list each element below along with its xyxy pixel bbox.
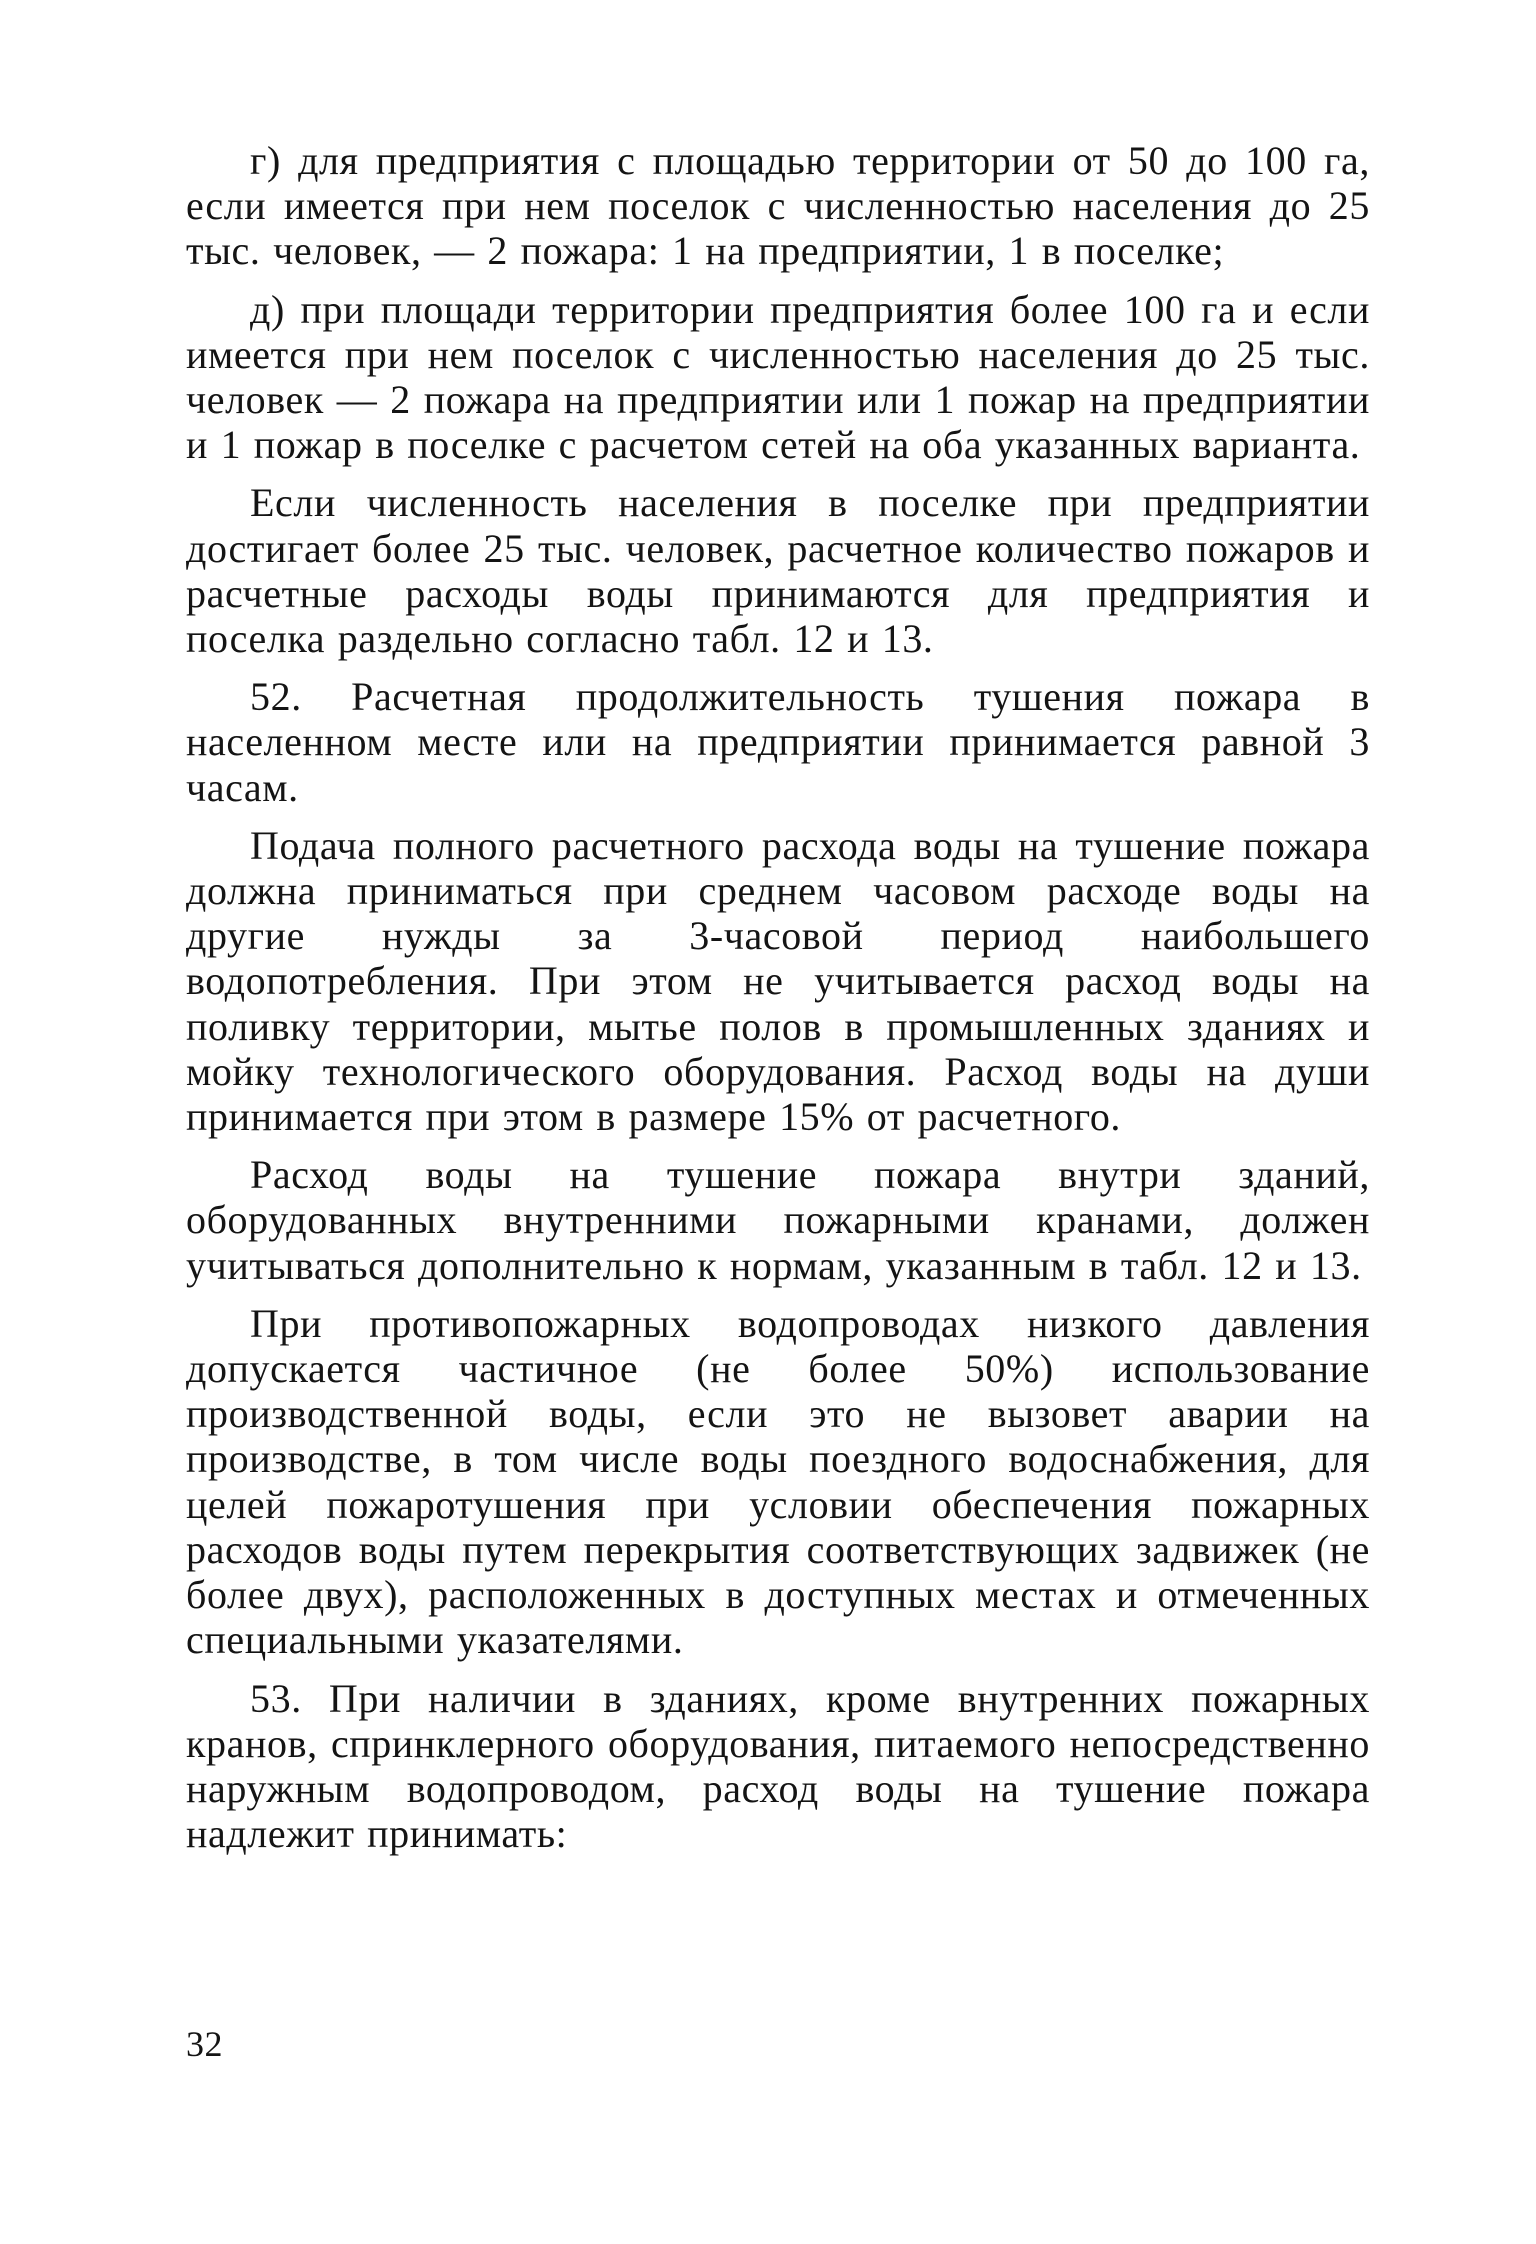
paragraph-internal-fire-hydrants: Расход воды на тушение пожара внутри зданий, оборудованных внутренними пожарными кранами, должен учитываться дополнительно к нормам, указанным в табл. 12 и 13. (186, 1152, 1370, 1288)
paragraph-d-enterprise-over-100-ha: д) при площади территории предприятия более 100 га и если имеется при нем поселок с численностью населения до 25 тыс. человек — 2 пожара на предприятии или 1 пожар на предприятии и 1 пожар в поселке с расчетом сетей на оба указанных варианта. (186, 286, 1370, 468)
page-number: 32 (186, 2024, 223, 2064)
paragraph-population-over-25k: Если численность населения в поселке при предприятии достигает более 25 тыс. человек, расчетное количество пожаров и расчетные расходы воды принимаются для предприятия и поселка раздельно согласно табл. 12 и 13. (186, 480, 1370, 662)
paragraph-53-sprinkler-equipment: 53. При наличии в зданиях, кроме внутренних пожарных кранов, спринклерного оборудования, питаемого непосредственно наружным водопроводом, расход воды на тушение пожара надлежит принимать: (186, 1675, 1370, 1857)
paragraph-full-water-supply: Подача полного расчетного расхода воды на тушение пожара должна приниматься при среднем часовом расходе воды на другие нужды за 3-часовой период наибольшего водопотребления. При этом не учитывается расход воды на поливку территории, мытье полов в промышленных зданиях и мойку технологического оборудования. Расход воды на души принимается при этом в размере 15% от расчетного. (186, 822, 1370, 1140)
paragraph-52-fire-duration: 52. Расчетная продолжительность тушения пожара в населенном месте или на предприятии принимается равной 3 часам. (186, 674, 1370, 810)
body-text (186, 138, 1370, 1856)
paragraph-g-enterprise-50-100-ha: г) для предприятия с площадью территории от 50 до 100 га, если имеется при нем поселок с численностью населения до 25 тыс. человек, — 2 пожара: 1 на предприятии, 1 в поселке; (186, 138, 1370, 274)
paragraph-low-pressure-water-supply: При противопожарных водопроводах низкого давления допускается частичное (не более 50%) использование производственной воды, если это не вызовет аварии на производстве, в том числе воды поездного водоснабжения, для целей пожаротушения при условии обеспечения пожарных расходов воды путем перекрытия соответствующих задвижек (не более двух), расположенных в доступных местах и отмеченных специальными указателями. (186, 1300, 1370, 1663)
